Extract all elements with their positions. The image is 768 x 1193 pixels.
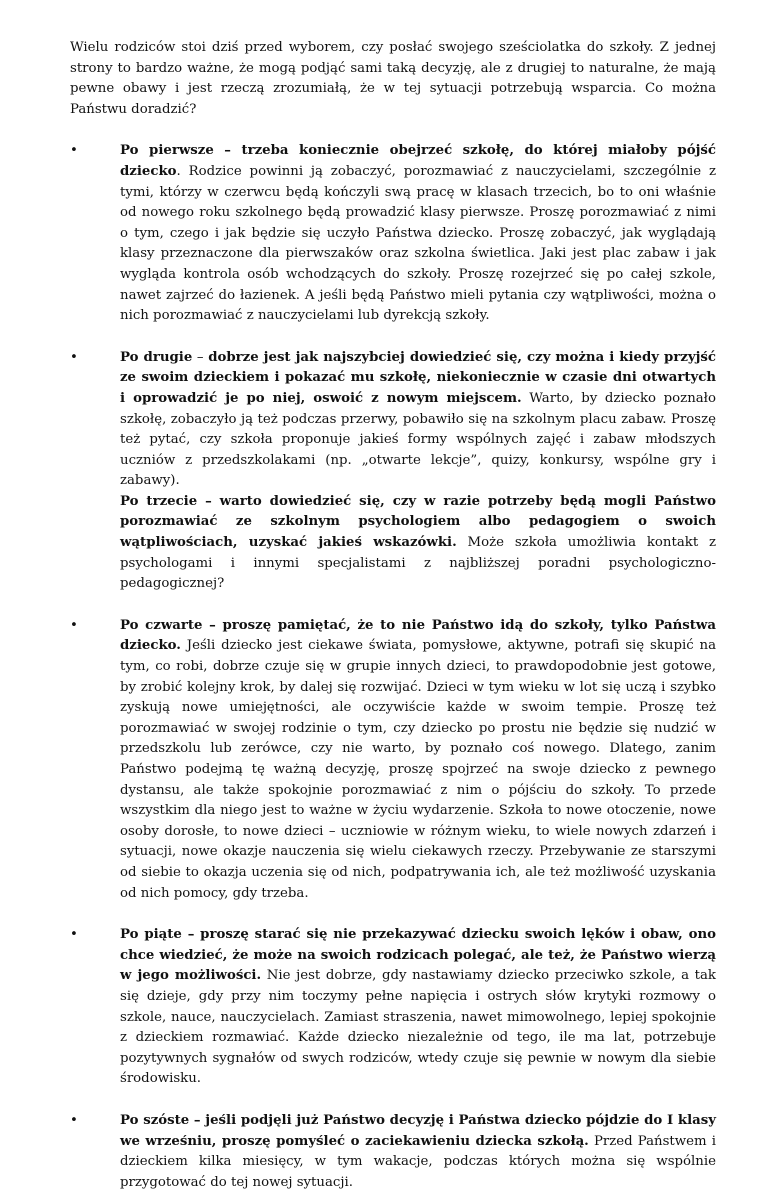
item-body-third: Może szkoła umożliwia kontakt z psychologami i innymi specjalistami z najbliższej poradni psychologiczno-pedagogicznej? bbox=[120, 535, 716, 592]
item-heading-third: Po trzecie – warto dowiedzieć się, czy w razie potrzeby będą mogli Państwo porozmawiać ze szkolnym psychologiem albo pedagogiem o swoich wątpliwościach, uzyskać jakieś wskazówki. bbox=[120, 493, 716, 551]
item-lead-separator: – bbox=[192, 349, 209, 365]
item-body: Jeśli dziecko jest ciekawe świata, pomysłowe, aktywne, potrafi się skupić na tym, co robi, dobrze czuje się w grupie innych dzieci, to prawdopodobnie jest gotowe, by zrobić kolejny krok, by dalej się rozwijać. Dzieci w tym wieku w lot się uczą i szybko zyskują nowe umiejętności, ale oczywiście każde w swoim tempie. Proszę też porozmawiać w swojej rodzinie o tym, czy dziecko po prostu nie będzie się nudzić w przedszkolu lub zerówce, czy nie warto, by poznało coś nowego. Dlatego, zanim Państwo podejmą tę ważną decyzję, proszę spojrzeć na swoje dziecko z pewnego dystansu, ale także spokojnie porozmawiać z nim o pójściu do szkoły. To przede wszystkim dla niego jest to ważne w życiu wydarzenie. Szkoła to nowe otoczenie, nowe osoby dorosłe, to nowe dzieci – uczniowie w różnym wieku, to wiele nowych zdarzeń i sytuacji, nowe okazje nauczenia się wielu ciekawych rzeczy. Przebywanie ze starszymi od siebie to okazja uczenia się od nich, podpatrywania ich, ale też możliwość uzyskania od nich pomocy, gdy trzeba. bbox=[120, 638, 716, 901]
advice-list bbox=[70, 141, 716, 1193]
bullet-icon: • bbox=[70, 143, 78, 159]
bullet-icon: • bbox=[70, 349, 78, 365]
list-item-second bbox=[70, 348, 716, 595]
bullet-icon: • bbox=[70, 1112, 78, 1128]
item-body: Przed Państwem i dzieckiem kilka miesięcy, w tym wakacje, podczas których można się wspólnie przygotować do tej nowej sytuacji. bbox=[120, 1133, 716, 1190]
item-heading-lead: Po drugie bbox=[120, 349, 193, 365]
list-item-fifth bbox=[70, 925, 716, 1090]
bullet-icon: • bbox=[70, 927, 78, 943]
bullet-icon: • bbox=[70, 617, 78, 633]
item-body: . Rodzice powinni ją zobaczyć, porozmawiać z nauczycielami, szczególnie z tymi, którzy w czerwcu będą kończyli swą pracę w klasach trzecich, bo to oni właśnie od nowego roku szkolnego będą prowadzić klasy pierwsze. Proszę porozmawiać z nimi o tym, czego i jak będzie się uczyło Państwa dziecko. Proszę zobaczyć, jak wyglądają klasy przeznaczone dla pierwszaków oraz szkolna świetlica. Jaki jest plac zabaw i jak wygląda kontrola osób wchodzących do szkoły. Proszę rozejrzeć się po całej szkole, nawet zajrzeć do łazienek. A jeśli będą Państwo mieli pytania czy wątpliwości, można o nich porozmawiać z nauczycielami lub dyrekcją szkoły. bbox=[120, 163, 716, 324]
intro-paragraph: Wielu rodziców stoi dziś przed wyborem, czy posłać swojego sześciolatka do szkoły. Z jednej strony to bardzo ważne, że mogą podjąć sami taką decyzję, ale z drugiej to naturalne, że mają pewne obawy i jest rzeczą zrozumiałą, że w tej sytuacji potrzebują wsparcia. Co można Państwu doradzić? bbox=[70, 40, 716, 117]
item-body: Nie jest dobrze, gdy nastawiamy dziecko przeciwko szkole, a tak się dzieje, gdy przy nim toczymy pełne napięcia i ostrych słów krytyki rozmowy o szkole, nauce, nauczycielach. Zamiast straszenia, nawet mimowolnego, lepiej spokojnie z dzieckiem rozmawiać. Każde dziecko niezależnie od tego, ile ma lat, potrzebuje pozytywnych sygnałów od swych rodziców, wtedy czuje się pewnie w nowym dla siebie środowisku. bbox=[120, 968, 716, 1087]
item-heading: dobrze jest jak najszybciej dowiedzieć się, czy można i kiedy przyjść ze swoim dzieckiem i pokazać mu szkołę, niekoniecznie w czasie dni otwartych i oprowadzić je po niej, oswoić z nowym miejscem. bbox=[120, 349, 717, 406]
item-heading: Po piąte – proszę starać się nie przekazywać dziecku swoich lęków i obaw, ono chce wiedzieć, że może na swoich rodzicach polegać, ale też, że Państwo wierzą w jego możliwości. bbox=[120, 927, 716, 984]
item-heading: Po czwarte – proszę pamiętać, że to nie Państwo idą do szkoły, tylko Państwa dziecko. bbox=[120, 617, 716, 654]
list-item-first bbox=[70, 141, 716, 326]
item-heading: Po pierwsze – trzeba koniecznie obejrzeć szkołę, do której miałoby pójść dziecko bbox=[120, 143, 716, 179]
item-body: Warto, by dziecko poznało szkołę, zobaczyło ją też podczas przerwy, pobawiło się na szkolnym placu zabaw. Proszę też pytać, czy szkoła proponuje jakieś formy wspólnych zajęć i zabaw młodszych uczniów z przedszkolakami (np. „otwarte lekcje”, quizy, konkursy, wspólne gry i zabawy). bbox=[120, 390, 716, 489]
item-heading: Po szóste – jeśli podjęli już Państwo decyzję i Państwa dziecko pójdzie do I klasy we wrześniu, proszę pomyśleć o zaciekawieniu dziecka szkołą. bbox=[120, 1112, 716, 1149]
list-item-fourth bbox=[70, 616, 716, 904]
list-item-sixth bbox=[70, 1111, 716, 1193]
